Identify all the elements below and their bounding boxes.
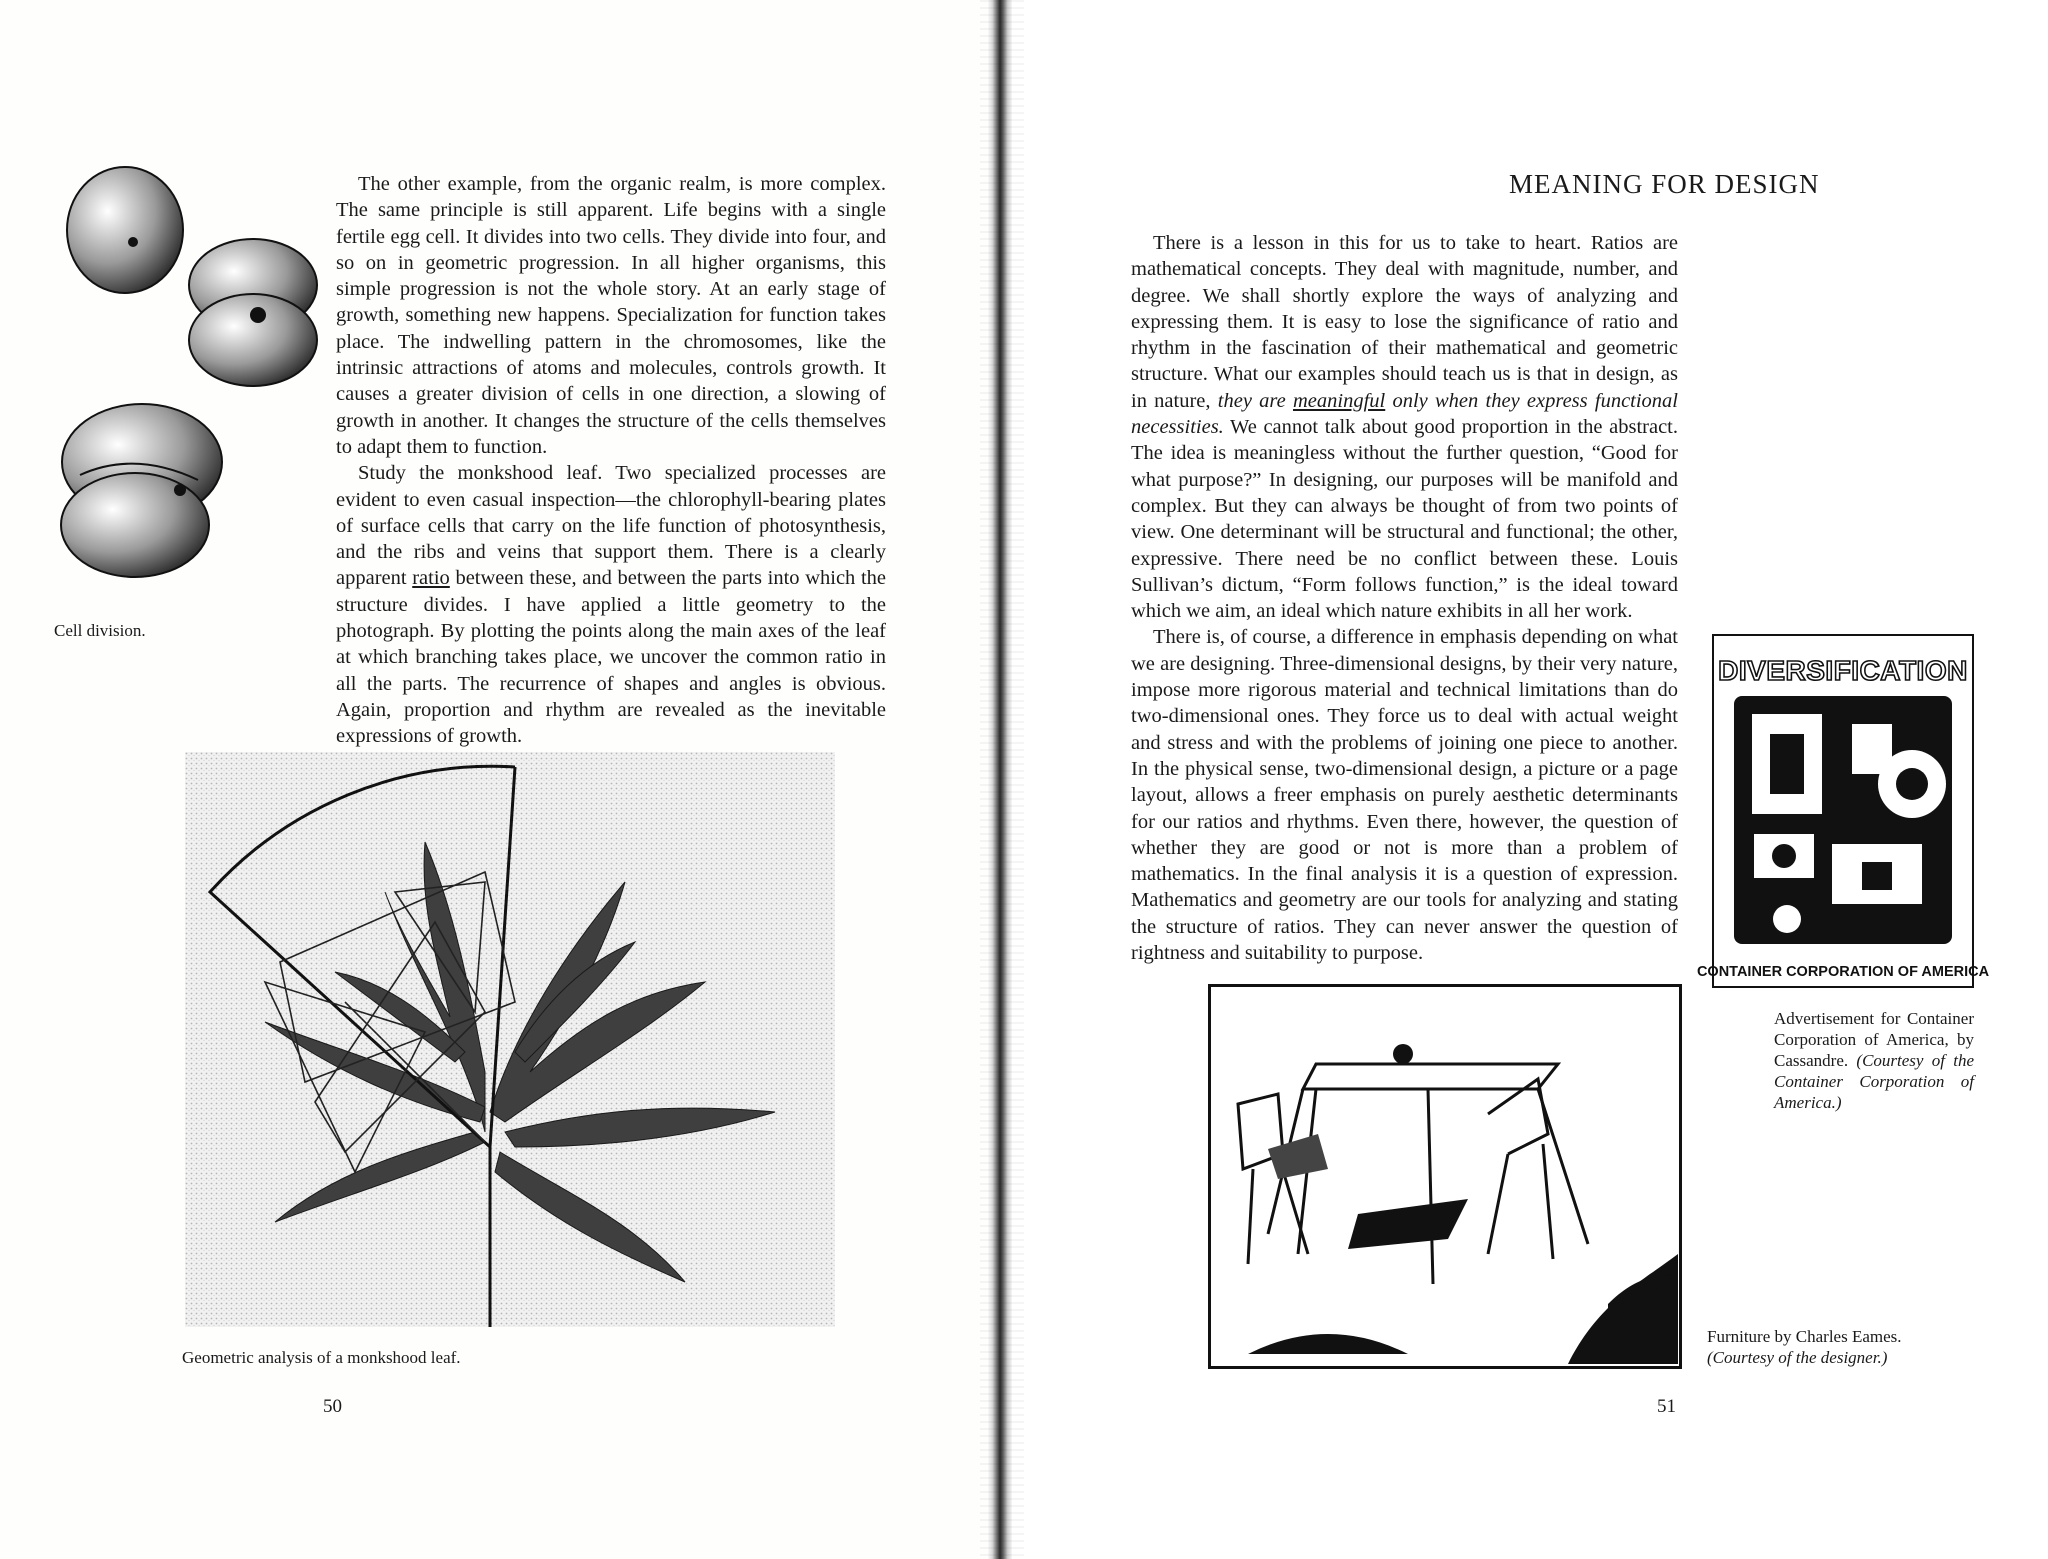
- monkshood-leaf-photo: [185, 752, 835, 1327]
- page-number-left: 50: [323, 1396, 342, 1417]
- running-head: MEANING FOR DESIGN: [1509, 169, 1820, 199]
- left-page: [0, 0, 990, 1559]
- right-paragraph-1: There is a lesson in this for us to take to heart. Ratios are mathematical concepts. They deal with magnitude, number, and degree. We shall shortly explore the ways of analyzing and expressing them. It is easy to lose the significance of ratio and rhythm in the fascination of their mathematical and geometric structure. What our examples should teach us is that in design, as in nature, they are meaningful only when they express functional necessities. We cannot talk about good proportion in the abstract. The idea is meaningless without the further question, “Good for what purpose?” In designing, our purposes will be manifold and complex. But they can always be thought of from two points of view. One determinant will be structural and functional; the other, expressive. There need be no conflict between these. Louis Sullivan’s dictum, “Form follows function,” is the ideal toward which we aim, an ideal which nature exhibits in all her work.: [1131, 232, 1679, 623]
- eames-furniture-photo: [1208, 984, 1682, 1369]
- poster-headline: DIVERSIFICATION: [1718, 655, 1968, 686]
- diversification-poster: [1696, 634, 1990, 988]
- page-number-right: 51: [1657, 1396, 1676, 1417]
- advertisement-caption: Advertisement for Container Corporation of America, by Cassandre. (Courtesy of the Container Corporation of America.): [1774, 1009, 1974, 1112]
- monkshood-leaf-caption: Geometric analysis of a monkshood leaf.: [182, 1348, 461, 1367]
- poster-footer: CONTAINER CORPORATION OF AMERICA: [1696, 964, 1990, 980]
- cell-division-illustration: [40, 160, 330, 610]
- right-paragraph-2: There is, of course, a difference in emphasis depending on what we are designing. Three-dimensional designs, by their very nature, impose more rigorous material and technical limitations than do two-dimensional ones. They force us to deal with actual weight and stress and with the problems of joining one piece to another. In the physical sense, two-dimensional design, a picture or a page layout, allows a freer emphasis on purely aesthetic determinants for our ratios and rhythms. Even there, however, the question of whether they are good or not is more than a problem of mathematics. In the final analysis it is a question of expression. Mathematics and geometry are our tools for analyzing and stating the structure of ratios. They can never answer the question of rightness and suitability to purpose.: [1131, 626, 1678, 965]
- right-body-text: [1131, 230, 1678, 966]
- left-paragraph-2: Study the monkshood leaf. Two specialized processes are evident to even casual inspection—the chlorophyll-bearing plates of surface cells that carry on the life function of photosynthesis, and the ribs and veins that support them. There is a clearly apparent ratio between these, and between the parts into which the structure divides. I have applied a little geometry to the photograph. By plotting the points along the main axes of the leaf at which branching takes place, we uncover the common ratio in all the parts. The recurrence of shapes and angles is obvious. Again, proportion and rhythm are revealed as the inevitable expressions of growth.: [336, 462, 886, 748]
- left-paragraph-1: The other example, from the organic realm, is more complex. The same principle is still apparent. Life begins with a single fertile egg cell. It divides into two cells. They divide into four, and so on in geometric progression. In all higher organisms, this simple progression is not the whole story. At an early stage of growth, something new happens. Specialization for function takes place. The indwelling pattern in the chromosomes, like the intrinsic attractions of atoms and molecules, controls growth. It causes a greater division of cells in one direction, a slowing of growth in another. It changes the structure of the cells themselves to adapt them to function.: [336, 173, 886, 458]
- furniture-caption: Furniture by Charles Eames. (Courtesy of the designer.): [1707, 1327, 1902, 1367]
- right-page: [1010, 0, 2048, 1559]
- left-body-text: [336, 171, 886, 750]
- cell-division-caption: Cell division.: [54, 621, 146, 640]
